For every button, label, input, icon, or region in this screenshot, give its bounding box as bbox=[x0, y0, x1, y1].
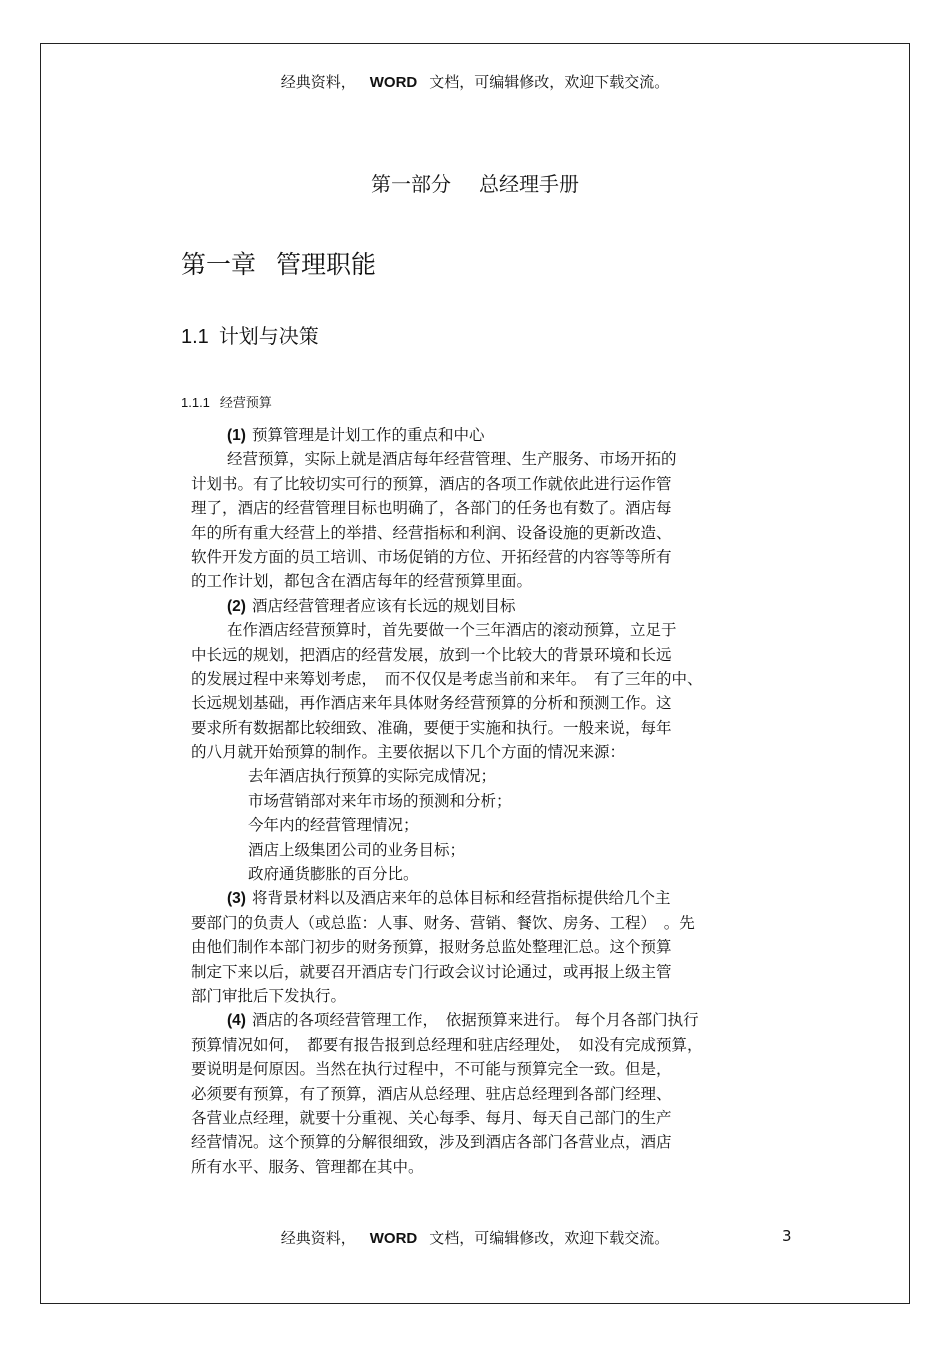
footer-text-pre: 经典资料， bbox=[280, 1229, 356, 1247]
text-line: 软件开发方面的员工培训、市场促销的方位、开拓经营的内容等等所有 bbox=[191, 547, 672, 566]
text-line: 长远规划基础，再作酒店来年具体财务经营预算的分析和预测工作。这 bbox=[191, 694, 672, 713]
text-line: 中长远的规划，把酒店的经营发展，放到一个比较大的背景环境和长远 bbox=[191, 645, 672, 664]
part-number: 第一部分 bbox=[371, 172, 451, 196]
text-line: 各营业点经理，就要十分重视、关心每季、每月、每天自己部门的生产 bbox=[191, 1108, 672, 1127]
text-line: 的八月就开始预算的制作。主要依据以下几个方面的情况来源： bbox=[191, 743, 626, 762]
chapter-name: 管理职能 bbox=[276, 250, 377, 279]
text-line: 在作酒店经营预算时，首先要做一个三年酒店的滚动预算，立足于 bbox=[227, 621, 677, 640]
text-line: 所有水平、服务、管理都在其中。 bbox=[191, 1157, 424, 1176]
text-line: 年的所有重大经营上的举措、经营指标和利润、设备设施的更新改造、 bbox=[191, 523, 672, 542]
paragraph-number: (2) bbox=[227, 597, 246, 615]
subsection-heading bbox=[181, 392, 272, 411]
subsection-title: 经营预算 bbox=[219, 396, 272, 411]
text-line: 要求所有数据都比较细致、准确，要便于实施和执行。一般来说，每年 bbox=[191, 718, 672, 737]
list-item: 去年酒店执行预算的实际完成情况； bbox=[248, 767, 497, 786]
subsection-number: 1.1.1 bbox=[181, 395, 210, 410]
text-line: 部门审批后下发执行。 bbox=[191, 986, 347, 1005]
paragraph-heading: (1) 预算管理是计划工作的重点和中心 bbox=[227, 426, 485, 444]
list-item: 今年内的经营管理情况； bbox=[248, 816, 419, 835]
section-number: 1.1 bbox=[181, 326, 209, 348]
list-item: 市场营销部对来年市场的预测和分析； bbox=[248, 791, 512, 810]
page-number: 3 bbox=[782, 1227, 792, 1245]
section-title: 计划与决策 bbox=[218, 324, 319, 348]
page-footer bbox=[0, 1227, 950, 1248]
text-line: 计划书。有了比较切实可行的预算，酒店的各项工作就依此进行运作管 bbox=[191, 474, 672, 493]
footer-word: WORD bbox=[369, 1230, 418, 1247]
text-line: 经营预算，实际上就是酒店每年经营管理、生产服务、市场开拓的 bbox=[227, 450, 677, 469]
paragraph-number: (3) bbox=[227, 890, 246, 908]
text-line: 由他们制作本部门初步的财务预算，报财务总监处整理汇总。这个预算 bbox=[191, 938, 672, 957]
paragraph-heading: (2) 酒店经营管理者应该有长远的规划目标 bbox=[227, 596, 516, 615]
list-item: 政府通货膨胀的百分比。 bbox=[248, 865, 419, 884]
paragraph-number: (1) bbox=[227, 427, 246, 444]
part-title bbox=[0, 168, 950, 197]
text-line: 理了，酒店的经营管理目标也明确了，各部门的任务也有数了。酒店每 bbox=[191, 499, 672, 518]
paragraph-heading: (4) 酒店的各项经营管理工作， 依据预算来进行。 每个月各部门执行 bbox=[227, 1011, 699, 1030]
paragraph-heading: (3) 将背景材料以及酒店来年的总体目标和经营指标提供给几个主 bbox=[227, 889, 671, 908]
chapter-number: 第一章 bbox=[181, 250, 257, 279]
header-text-pre: 经典资料， bbox=[280, 73, 356, 91]
chapter-title bbox=[181, 245, 376, 281]
list-item: 酒店上级集团公司的业务目标； bbox=[248, 840, 466, 859]
text-line: 必须要有预算，有了预算，酒店从总经理、驻店总经理到各部门经理、 bbox=[191, 1084, 672, 1103]
text-line: 要说明是何原因。当然在执行过程中，不可能与预算完全一致。但是， bbox=[191, 1060, 672, 1079]
page-header bbox=[0, 71, 950, 92]
header-text-post: 文档，可编辑修改，欢迎下载交流。 bbox=[429, 73, 670, 91]
text-line: 的工作计划，都包含在酒店每年的经营预算里面。 bbox=[191, 572, 533, 591]
footer-text-post: 文档，可编辑修改，欢迎下载交流。 bbox=[429, 1229, 670, 1247]
header-word: WORD bbox=[369, 74, 418, 91]
part-name: 总经理手册 bbox=[479, 172, 579, 196]
paragraph-number: (4) bbox=[227, 1012, 246, 1030]
text-line: 预算情况如何， 都要有报告报到总经理和驻店经理处， 如没有完成预算， bbox=[191, 1035, 703, 1054]
text-line: 的发展过程中来筹划考虑， 而不仅仅是考虑当前和来年。 有了三年的中、 bbox=[191, 669, 703, 688]
text-line: 制定下来以后，就要召开酒店专门行政会议讨论通过，或再报上级主管 bbox=[191, 962, 672, 981]
text-line: 要部门的负责人（或总监：人事、财务、营销、餐饮、房务、工程） 。先 bbox=[191, 913, 695, 932]
section-heading bbox=[181, 320, 319, 349]
text-line: 经营情况。这个预算的分解很细致，涉及到酒店各部门各营业点，酒店 bbox=[191, 1133, 672, 1152]
body-text bbox=[191, 423, 811, 1179]
